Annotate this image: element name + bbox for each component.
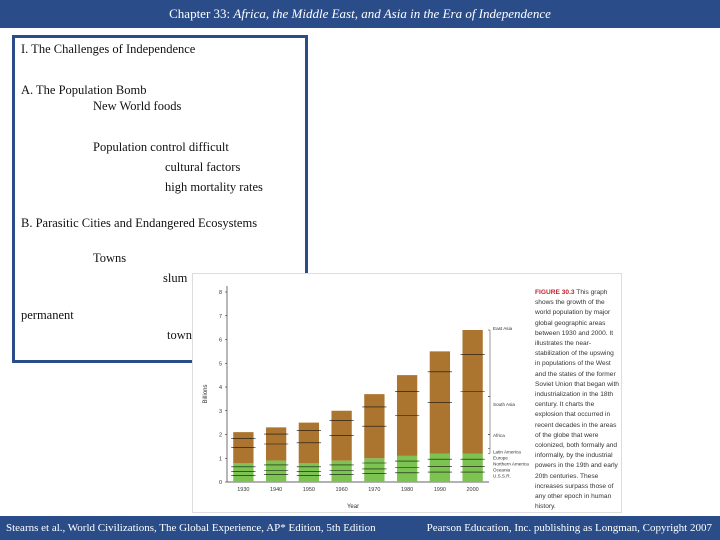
outline-item: permanent	[21, 308, 74, 322]
region-label: Europe	[493, 455, 508, 461]
x-tick-label: 1990	[433, 487, 446, 493]
y-tick-label: 3	[218, 408, 222, 415]
outline-subheading-a: A. The Population Bomb	[21, 83, 147, 97]
region-label: Northern America	[493, 461, 529, 467]
x-tick-label: 1930	[237, 487, 250, 493]
outline-item: New World foods	[93, 99, 182, 113]
footer-citation: Stearns et al., World Civilizations, The Global Experience, AP* Edition, 5th Edition	[6, 522, 376, 534]
y-axis-label: Billions	[203, 384, 209, 404]
bar-segment-lower	[266, 461, 286, 482]
region-label: Latin America	[493, 449, 521, 455]
bar-segment-lower	[430, 454, 450, 483]
bar-segment-lower	[331, 461, 351, 482]
outline-item: high mortality rates	[165, 180, 263, 194]
outline-item: slum	[163, 271, 188, 285]
x-tick-label: 1960	[335, 487, 348, 493]
y-tick-label: 5	[218, 361, 222, 368]
region-bracket	[488, 449, 490, 454]
outline-item: Population control difficult	[93, 140, 229, 154]
x-tick-label: 1950	[302, 487, 315, 493]
y-tick-label: 7	[218, 313, 222, 320]
bar-segment-lower	[462, 454, 482, 483]
region-label: Oceania	[493, 467, 511, 473]
outline-heading: I. The Challenges of Independence	[21, 42, 196, 56]
outline-item: Towns	[93, 251, 127, 265]
footer-bar	[0, 516, 720, 540]
population-figure	[192, 273, 622, 513]
figure-caption	[535, 288, 619, 512]
region-label: South Asia	[493, 402, 515, 407]
region-bracket	[488, 435, 490, 449]
x-tick-label: 1970	[368, 487, 381, 493]
outline-item: town	[167, 328, 192, 342]
y-tick-label: 1	[218, 456, 222, 463]
figure-caption-text: This graph shows the growth of the world population by major global geographic areas between 1930 and 2000. It illustrates the near-stabilization of the upswing in populations of the West and the states of the former Soviet Union that began with industrialization in the 18th century. It charts the explosion that occurred in recent decades in the areas of the globe that were colonized, both formally and informally, by the industrial powers in the 19th and early 20th centuries. These increases surpass those of any other epoch in human history.	[535, 289, 619, 511]
chapter-label: Chapter 33:	[169, 6, 231, 21]
outline-item: cultural factors	[165, 160, 241, 174]
figure-caption-label: FIGURE 30.3	[535, 289, 575, 296]
region-label: East Asia	[493, 326, 513, 331]
bar-segment-lower	[397, 456, 417, 482]
y-tick-label: 6	[218, 337, 222, 344]
region-bracket	[488, 330, 490, 397]
x-axis-label: Year	[346, 504, 360, 510]
region-bracket	[488, 397, 490, 435]
slide-title-bar	[0, 0, 720, 28]
footer-copyright: Pearson Education, Inc. publishing as Longman, Copyright 2007	[426, 522, 712, 534]
bar-segment-lower	[299, 463, 319, 482]
region-label: Africa	[493, 432, 505, 438]
bar-segment-lower	[233, 463, 253, 482]
x-tick-label: 1980	[401, 487, 414, 493]
population-chart	[193, 274, 533, 512]
outline-subheading-b: B. Parasitic Cities and Endangered Ecosystems	[21, 216, 258, 230]
bar-segment-lower	[364, 458, 384, 482]
x-tick-label: 1940	[270, 487, 283, 493]
y-tick-label: 4	[218, 385, 222, 391]
y-tick-label: 2	[218, 432, 222, 439]
chapter-subtitle: Africa, the Middle East, and Asia in the Era of Independence	[233, 6, 551, 21]
y-tick-label: 0	[218, 480, 222, 486]
x-tick-label: 2000	[466, 487, 479, 493]
region-label: U.S.S.R.	[493, 473, 511, 479]
y-tick-label: 8	[218, 290, 222, 296]
